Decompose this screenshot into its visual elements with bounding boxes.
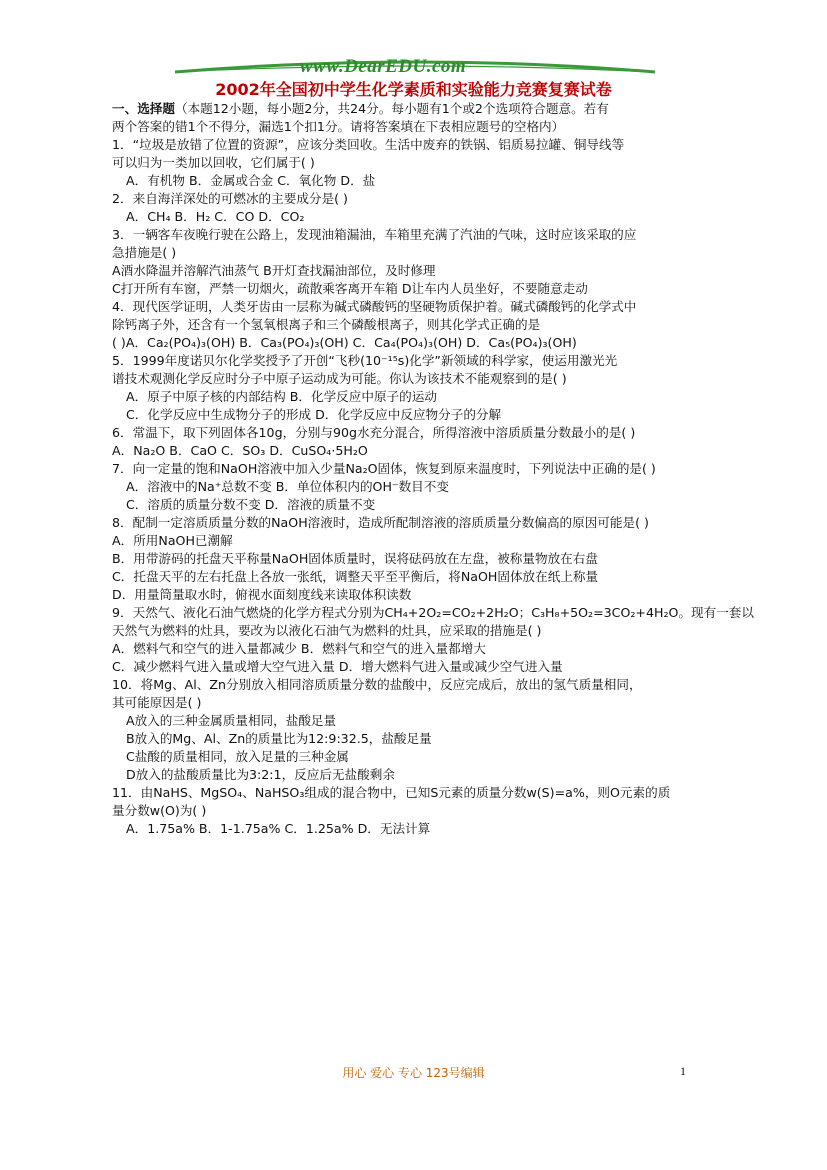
page-number: 1 <box>680 1064 686 1078</box>
text-line: A．燃料气和空气的进入量都减少 B．燃料气和空气的进入量都增大 <box>112 641 486 656</box>
text-line: 2．来自海洋深处的可燃冰的主要成分是( ) <box>112 191 348 206</box>
text-line: A．Na₂O B．CaO C．SO₃ D．CuSO₄·5H₂O <box>112 443 368 458</box>
text-line: A．所用NaOH已潮解 <box>112 533 233 548</box>
text-line: 1．“垃圾是放错了位置的资源”，应该分类回收。生活中废弃的铁锅、铝质易拉罐、铜导线等 <box>112 137 625 152</box>
text-line: 天然气为燃料的灶具，要改为以液化石油气为燃料的灶具，应采取的措施是( ) <box>112 623 542 638</box>
text-line: A．CH₄ B．H₂ C．CO D．CO₂ <box>126 209 305 224</box>
text-line: C打开所有车窗，严禁一切烟火，疏散乘客离开车箱 D让车内人员坐好，不要随意走动 <box>112 281 588 296</box>
text-line: 3．一辆客车夜晚行驶在公路上，发现油箱漏油，车箱里充满了汽油的气味，这时应该采取的应 <box>112 227 637 242</box>
text-line: A．有机物 B．金属或合金 C．氧化物 D．盐 <box>126 173 376 188</box>
text-line: A．溶液中的Na⁺总数不变 B．单位体积内的OH⁻数目不变 <box>126 479 449 494</box>
text-line: 急措施是( ) <box>112 245 177 260</box>
text-line: 7．向一定量的饱和NaOH溶液中加入少量Na₂O固体，恢复到原来温度时，下列说法中正确的是( ) <box>112 461 656 476</box>
text-line: B．用带游码的托盘天平称量NaOH固体质量时，误将砝码放在左盘，被称量物放在右盘 <box>112 551 598 566</box>
text-line: 6．常温下，取下列固体各10g，分别与90g水充分混合，所得溶液中溶质质量分数最小的是( ) <box>112 425 636 440</box>
text-line: C．化学反应中生成物分子的形成 D．化学反应中反应物分子的分解 <box>126 407 502 422</box>
text-line: 其可能原因是( ) <box>112 695 202 710</box>
text-line: A．原子中原子核的内部结构 B．化学反应中原子的运动 <box>126 389 437 404</box>
text-line: A．1.75a% B．1-1.75a% C．1.25a% D．无法计算 <box>126 821 431 836</box>
text-line: 4．现代医学证明，人类牙齿由一层称为碱式磷酸钙的坚硬物质保护着。碱式磷酸钙的化学式中 <box>112 299 637 314</box>
text-line: D．用量筒量取水时，俯视水面刻度线来读取体积读数 <box>112 587 412 602</box>
text-line: 8．配制一定溶质质量分数的NaOH溶液时，造成所配制溶液的溶质质量分数偏高的原因可能是( ) <box>112 515 649 530</box>
text-line: C．减少燃料气进入量或增大空气进入量 D．增大燃料气进入量或减少空气进入量 <box>112 659 563 674</box>
text-line: A酒水降温并溶解汽油蒸气 B开灯查找漏油部位，及时修理 <box>112 263 436 278</box>
text-line: 量分数w(O)为( ) <box>112 803 207 818</box>
text-line: 一、选择题（本题12小题，每小题2分，共24分。每小题有1个或2个选项符合题意。若有 <box>112 101 609 116</box>
section-heading: 一、选择题 <box>112 101 175 116</box>
text-line: C盐酸的质量相同，放入足量的三种金属 <box>126 749 349 764</box>
text-line: ( )A．Ca₂(PO₄)₃(OH) B．Ca₃(PO₄)₃(OH) C．Ca₄(PO₄)₃(OH) D．Ca₅(PO₄)₃(OH) <box>112 335 577 350</box>
text-line: 9．天然气、液化石油气燃烧的化学方程式分别为CH₄+2O₂=CO₂+2H₂O；C₃H₈+5O₂=3CO₂+4H₂O。现有一套以 <box>112 605 754 620</box>
text-line: B放入的Mg、Al、Zn的质量比为12:9:32.5，盐酸足量 <box>126 731 432 746</box>
text-line: 10．将Mg、Al、Zn分别放入相同溶质质量分数的盐酸中，反应完成后，放出的氢气质量相同， <box>112 677 642 692</box>
text-line: D放入的盐酸质量比为3:2:1，反应后无盐酸剩余 <box>126 767 395 782</box>
text-line: 5．1999年度诺贝尔化学奖授予了开创“飞秒(10⁻¹⁵s)化学”新领域的科学家，使运用激光光 <box>112 353 618 368</box>
site-logo: www.DearEDU.com <box>300 56 467 77</box>
footer-text: 用心 爱心 专心 123号编辑 <box>342 1066 485 1080</box>
text-line: A放入的三种金属质量相同，盐酸足量 <box>126 713 337 728</box>
text-line: C．溶质的质量分数不变 D．溶液的质量不变 <box>126 497 376 512</box>
text-line: 11．由NaHS、MgSO₄、NaHSO₃组成的混合物中，已知S元素的质量分数w(S)=a%，则O元素的质 <box>112 785 671 800</box>
text-line: 除钙离子外，还含有一个氢氧根离子和三个磷酸根离子，则其化学式正确的是 <box>112 317 541 332</box>
page-title: 2002年全国初中学生化学素质和实验能力竞赛复赛试卷 <box>215 80 612 99</box>
text-line: 两个答案的错1个不得分，漏选1个扣1分。请将答案填在下表相应题号的空格内） <box>112 119 565 134</box>
text-line: 谱技术观测化学反应时分子中原子运动成为可能。你认为该技术不能观察到的是( ) <box>112 371 567 386</box>
text-line: C．托盘天平的左右托盘上各放一张纸，调整天平至平衡后，将NaOH固体放在纸上称量 <box>112 569 599 584</box>
text-line: 可以归为一类加以回收，它们属于( ) <box>112 155 315 170</box>
